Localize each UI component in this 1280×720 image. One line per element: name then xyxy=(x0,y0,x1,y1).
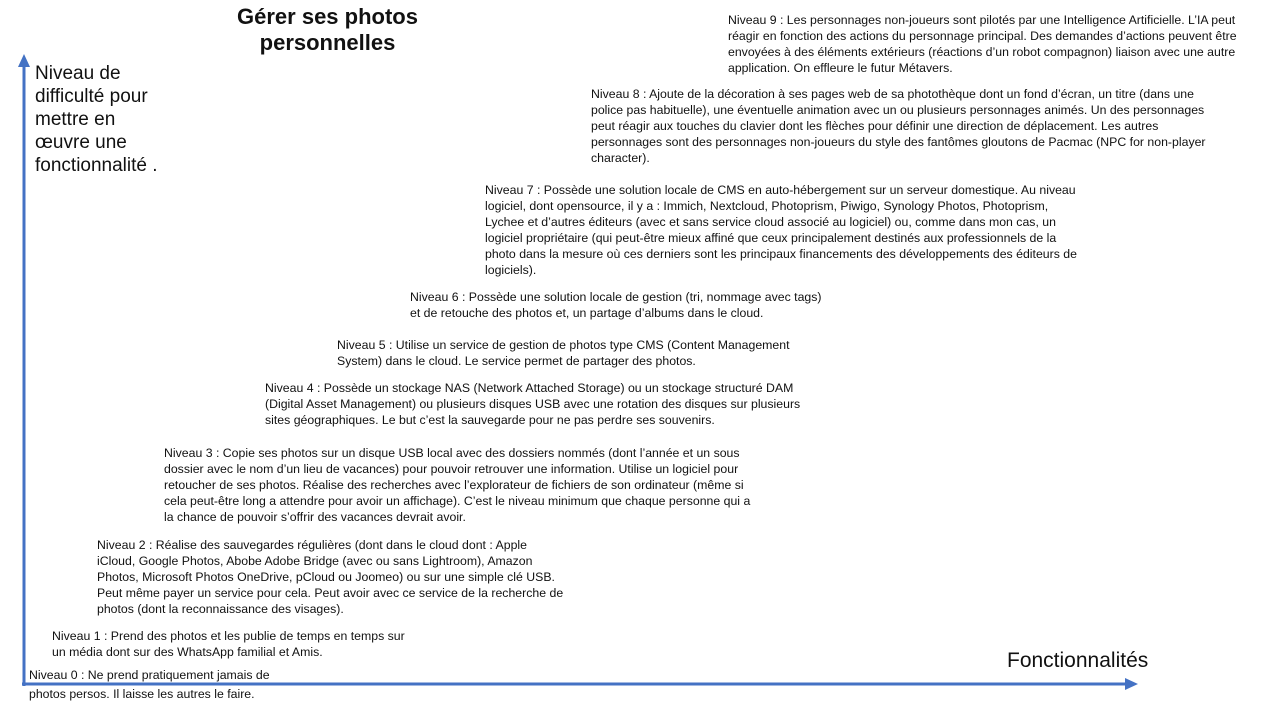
x-axis-label: Fonctionnalités xyxy=(1007,649,1149,672)
y-axis-label: Niveau de difficulté pour mettre en œuvre une fonctionnalité . xyxy=(35,63,158,176)
level-4-text: Niveau 4 : Possède un stockage NAS (Network Attached Storage) ou un stockage structuré DAM (Digital Asset Management) ou plusieurs disques USB avec une rotation des disques sur plusieurs sites géographiques. Le but c’est la sauvegarde pour ne pas perdre ses souvenirs. xyxy=(265,381,801,427)
level-7-text: Niveau 7 : Possède une solution locale de CMS en auto-hébergement sur un serveur domestique. Au niveau logiciel, dont opensource, il y a : Immich, Nextcloud, Photoprism, Piwigo, Synology Photos, Photoprism, Lychee et d’autres éditeurs (avec et sans service cloud associé au logiciel) ou, comme dans mon cas, un logiciel propriétaire (qui peut-être mieux affiné que ceux principalement destinés aux professionnels de la photo dans la mesure où ces derniers sont les principaux financements des développements des éditeurs de logiciels). xyxy=(485,183,1077,277)
level-1-text: Niveau 1 : Prend des photos et les publie de temps en temps sur un média dont sur des WhatsApp familial et Amis. xyxy=(52,629,405,659)
y-axis-arrowhead-icon xyxy=(18,54,30,67)
level-5-text: Niveau 5 : Utilise un service de gestion de photos type CMS (Content Management System) dans le cloud. Le service permet de partager des photos. xyxy=(337,338,790,368)
level-6-text: Niveau 6 : Possède une solution locale de gestion (tri, nommage avec tags) et de retouche des photos et, un partage d’albums dans le cloud. xyxy=(410,290,822,320)
diagram-title: Gérer ses photos personnelles xyxy=(237,4,418,55)
level-9-text: Niveau 9 : Les personnages non-joueurs sont pilotés par une Intelligence Artificielle. L’IA peut réagir en fonction des actions du personnage principal. Des demandes d’actions peuvent être envoyées à des éléments extérieurs (réactions d’un robot compagnon) liaison avec une autre application. On effleure le futur Métavers. xyxy=(728,13,1237,75)
x-axis-arrowhead-icon xyxy=(1125,678,1138,690)
level-2-text: Niveau 2 : Réalise des sauvegardes régulières (dont dans le cloud dont : Apple iCloud, Google Photos, Abobe Adobe Bridge (avec ou sans Lightroom), Amazon Photos, Microsoft Photos OneDrive, pCloud ou Joomeo) ou sur une simple clé USB. Peut même payer un service pour cela. Peut avoir avec ce service de la recherche de photos (dont la reconnaissance des visages). xyxy=(97,538,564,616)
level-0-text: Niveau 0 : Ne prend pratiquement jamais de photos persos. Il laisse les autres le faire. xyxy=(29,668,270,701)
level-8-text: Niveau 8 : Ajoute de la décoration à ses pages web de sa photothèque dont un fond d’écran, un titre (dans une police pas habituelle), une éventuelle animation avec un ou plusieurs personnages animés. Un des personnages peut réagir aux touches du clavier dont les flèches pour définir une direction de déplacement. Les autres personnages sont des personnages non-joueurs du style des fantômes gloutons de Pacmac (NPC for non-player character). xyxy=(591,87,1206,165)
level-3-text: Niveau 3 : Copie ses photos sur un disque USB local avec des dossiers nommés (dont l’année et un sous dossier avec le nom d’un lieu de vacances) pour pouvoir retrouver une information. Utilise un logiciel pour retoucher de ses photos. Réalise des recherches avec l’explorateur de fichiers de son ordinateur (même si cela peut-être long a attendre pour avoir un affichage). C’est le niveau minimum que chaque personne qui a la chance de pouvoir s’offrir des vacances devrait avoir. xyxy=(164,446,751,524)
